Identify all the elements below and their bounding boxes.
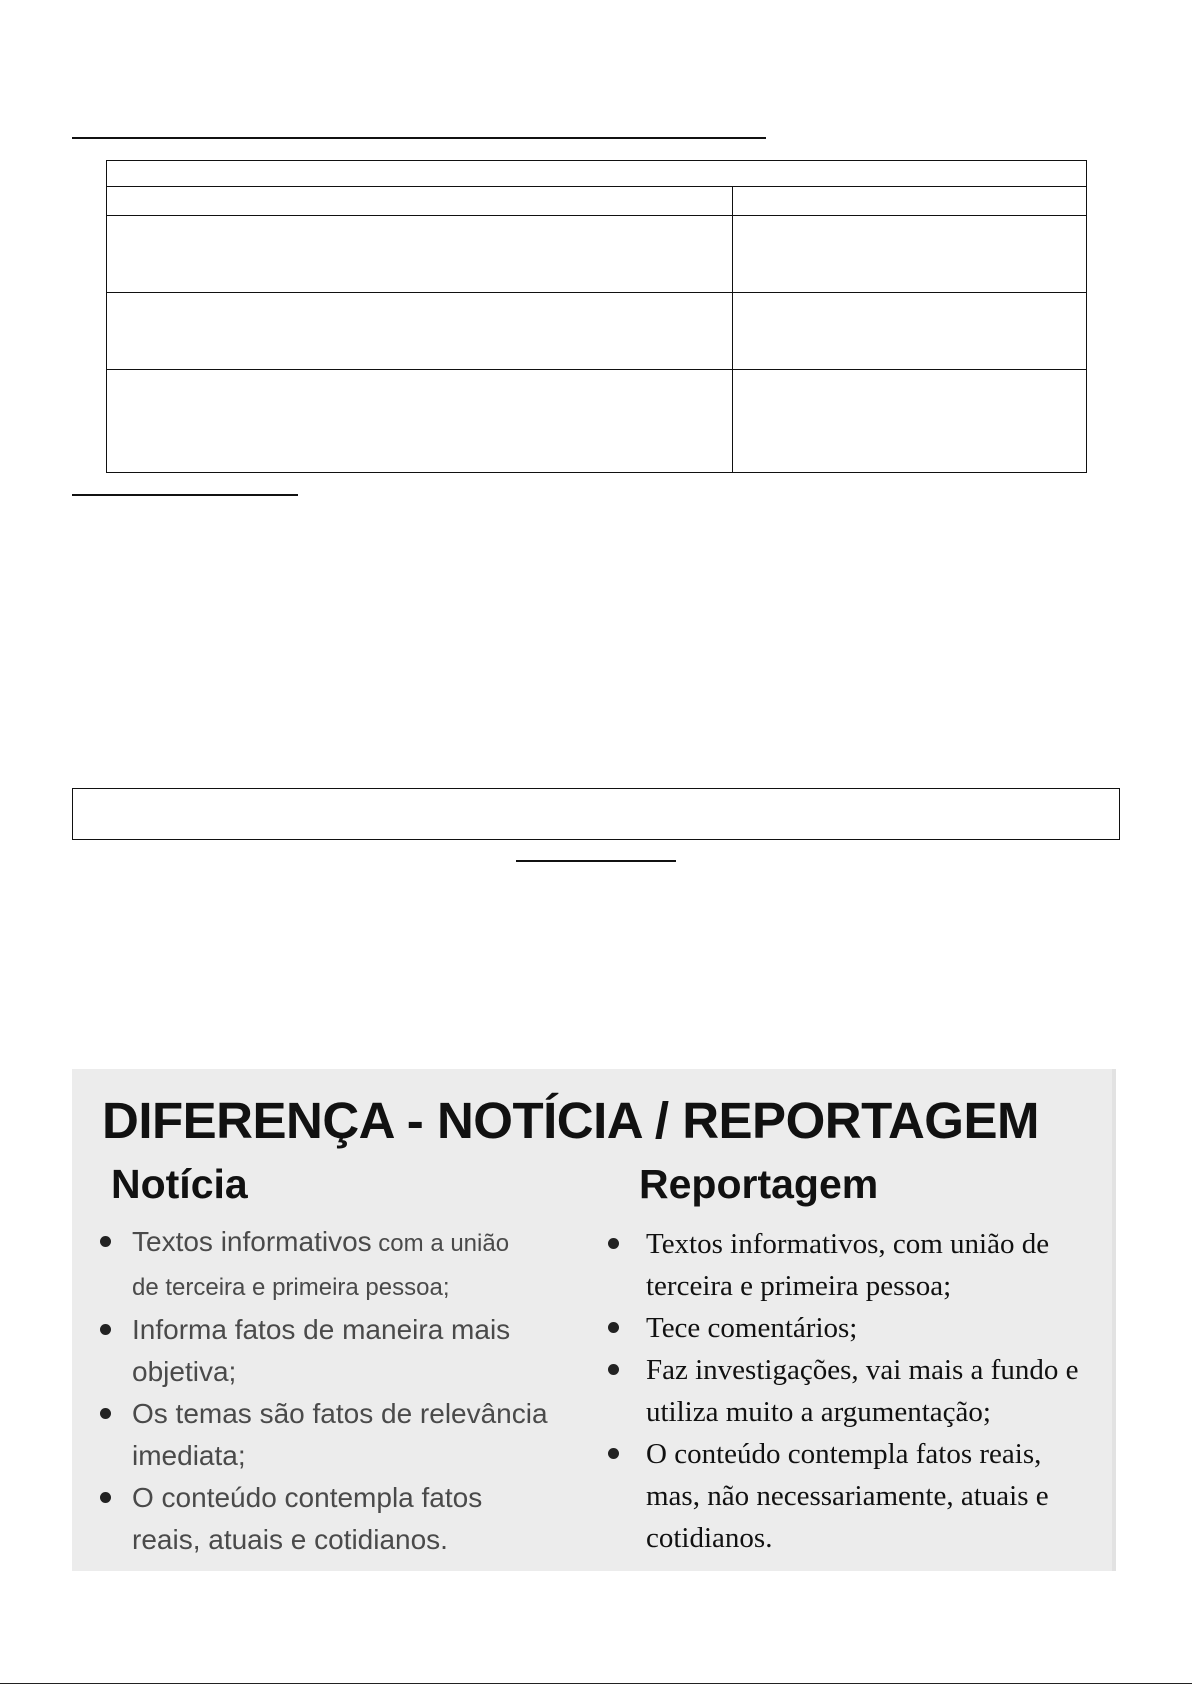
list-item-text: com a união — [371, 1230, 510, 1257]
list-item-text: Textos informativos, com união de terceira e primeira pessoa; — [646, 1228, 1050, 1302]
table-row-divider — [107, 369, 1086, 370]
bullet-icon — [100, 1324, 111, 1335]
list-item-text: Tece comentários; — [646, 1312, 858, 1344]
table-column-divider — [732, 187, 733, 472]
reportagem-list — [602, 1223, 1082, 1559]
bullet-icon — [100, 1408, 111, 1419]
list-item — [602, 1349, 1082, 1433]
noticia-heading: Notícia — [111, 1161, 248, 1207]
list-item — [90, 1477, 550, 1561]
list-item — [90, 1221, 550, 1309]
list-item — [602, 1223, 1082, 1307]
list-item-text: O conteúdo contempla fatos reais, atuais e cotidianos. — [132, 1482, 483, 1555]
table-row-divider — [107, 186, 1086, 187]
table-row-divider — [107, 292, 1086, 293]
difference-infographic — [72, 1069, 1116, 1571]
list-item-text: de terceira e primeira pessoa; — [132, 1274, 450, 1301]
bullet-icon — [608, 1322, 619, 1333]
list-item — [90, 1309, 550, 1393]
subheading-underline — [72, 494, 298, 496]
list-item — [90, 1393, 550, 1477]
list-item-text: Informa fatos de maneira mais objetiva; — [132, 1314, 511, 1387]
list-item-text: Textos informativos — [132, 1226, 372, 1257]
list-item-text: O conteúdo contempla fatos reais, mas, não necessariamente, atuais e cotidianos. — [646, 1438, 1049, 1554]
centered-underline — [516, 860, 676, 862]
noticia-list — [90, 1221, 550, 1561]
reportagem-heading: Reportagem — [639, 1161, 879, 1207]
bullet-icon — [100, 1492, 111, 1503]
empty-table — [106, 160, 1087, 473]
list-item-text: Faz investigações, vai mais a fundo e utiliza muito a argumentação; — [646, 1354, 1079, 1428]
image-edge — [1112, 1069, 1116, 1571]
bullet-icon — [100, 1236, 111, 1247]
bullet-icon — [608, 1238, 619, 1249]
infographic-title: DIFERENÇA - NOTÍCIA / REPORTAGEM — [102, 1092, 1039, 1149]
list-item-text: Os temas são fatos de relevância imediata; — [132, 1398, 548, 1471]
table-row-divider — [107, 215, 1086, 216]
list-item — [602, 1307, 1082, 1349]
page-bottom-rule — [0, 1683, 1192, 1684]
list-item — [602, 1433, 1082, 1559]
bullet-icon — [608, 1448, 619, 1459]
heading-underline-top — [72, 137, 766, 139]
empty-text-box — [72, 788, 1120, 840]
bullet-icon — [608, 1364, 619, 1375]
